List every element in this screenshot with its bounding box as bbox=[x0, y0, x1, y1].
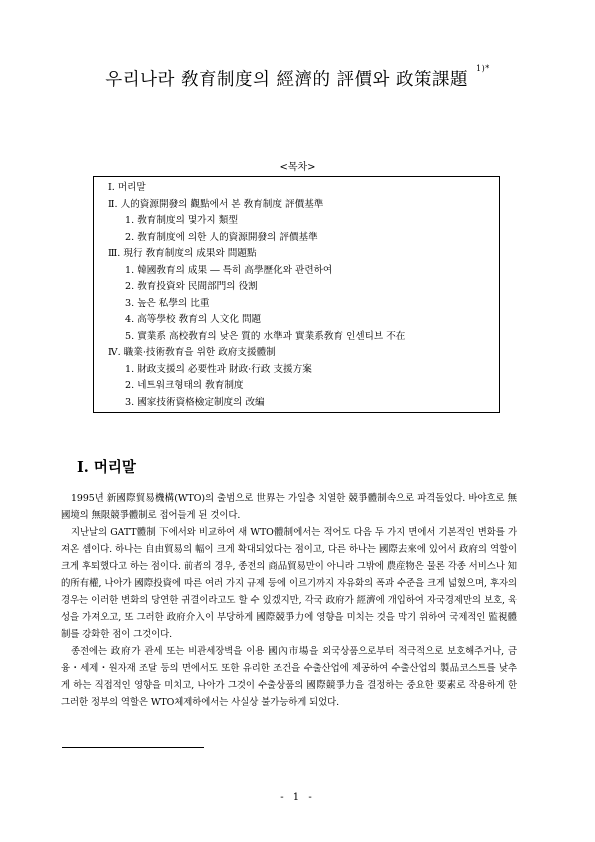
body-paragraph: 종전에는 政府가 관세 또는 비관세장벽을 이용 國內市場을 외국상품으로부터 적극적으로 보호해주거나, 금융・세제・원자재 조달 등의 면에서도 또한 유리한 조건을 수출산업에 제공하여 수출산업의 製品코스트를 낮추게 하는 직접적인 영향을 미치고, 나아가 그것이 수출상품의 國際競爭力을 결정하는 중요한 要素로 작용하게 한 그러한 정부의 역할은 WTO체제하에서는 사실상 불가능하게 되었다. bbox=[61, 646, 517, 708]
toc-subitem: 1. 韓國敎育의 成果 ― 특히 高學歷化와 관련하여 bbox=[125, 264, 333, 276]
body-paragraph: 1995년 新國際貿易機構(WTO)의 출범으로 世界는 가일층 치열한 競爭體制속으로 파격돌었다. 바야흐로 無國境의 無限競爭體制로 접어들게 된 것이다. bbox=[61, 493, 517, 521]
toc-caption: <목차> bbox=[279, 162, 316, 173]
document-title-text: 우리나라 敎育制度의 經濟的 評價와 政策課題 bbox=[105, 70, 468, 90]
table-of-contents bbox=[93, 176, 500, 413]
toc-subitem: 3. 높은 私學의 比重 bbox=[125, 297, 210, 309]
toc-item: Ⅱ. 人的資源開發의 觀點에서 본 敎育制度 評價基準 bbox=[108, 198, 324, 210]
toc-item: Ⅰ. 머리말 bbox=[108, 182, 146, 193]
body-paragraph: 지난날의 GATT體制 下에서와 비교하여 새 WTO體制에서는 적어도 다음 두 가지 면에서 기본적인 변화를 가져온 셈이다. 하나는 自由貿易의 幅이 크게 확대되었다는 점이고, 다른 하나는 國際去來에 있어서 政府의 역할이 크게 후퇴했다고 하는 점이다. 前者의 경우, 종전의 商品貿易만이 아니라 그밖에 農産物은 물론 각종 서비스나 知的所有權, 나아가 國際投資에 따른 여러 가지 규제 등에 이르기까지 자유화의 폭과 수준을 크게 넓혔으며, 후자의 경우는 이러한 변화의 당연한 귀결이라고도 할 수 있겠지만, 각국 政府가 經濟에 개입하여 자국경제만의 보호, 육성을 가져오고, 또 그러한 政府介入이 부당하게 國際競爭力에 영향을 미치는 것을 막기 위하여 국제적인 監視體制를 강화한 점이 그것이다. bbox=[61, 527, 517, 640]
toc-subitem: 5. 實業系 高校敎育의 낮은 質的 水準과 實業系敎育 인센티브 不在 bbox=[125, 330, 406, 342]
toc-subitem: 2. 네트워크형태의 敎育制度 bbox=[125, 380, 244, 391]
section-heading: Ⅰ. 머리말 bbox=[77, 459, 136, 476]
title-footnote-mark: 1)* bbox=[475, 64, 490, 73]
toc-subitem: 4. 高等學校 敎育의 人文化 問題 bbox=[125, 314, 262, 325]
page-number: - 1 - bbox=[280, 792, 315, 803]
toc-subitem: 1. 財政支援의 必要性과 財政·行政 支援方案 bbox=[125, 363, 312, 375]
toc-item: Ⅳ. 職業·技術敎育을 위한 政府支援體制 bbox=[108, 347, 276, 358]
section-body bbox=[61, 490, 517, 711]
toc-subitem: 3. 國家技術資格檢定制度의 改編 bbox=[125, 396, 265, 408]
toc-subitem: 2. 敎育投資와 民間部門의 役割 bbox=[125, 281, 258, 292]
footnote-divider bbox=[62, 747, 204, 748]
toc-item: Ⅲ. 現行 敎育制度의 成果와 問題點 bbox=[108, 248, 257, 259]
toc-subitem: 2. 敎育制度에 의한 人的資源開發의 評價基準 bbox=[125, 231, 318, 243]
toc-subitem: 1. 敎育制度의 몇가지 類型 bbox=[125, 215, 238, 226]
document-title bbox=[0, 66, 595, 91]
